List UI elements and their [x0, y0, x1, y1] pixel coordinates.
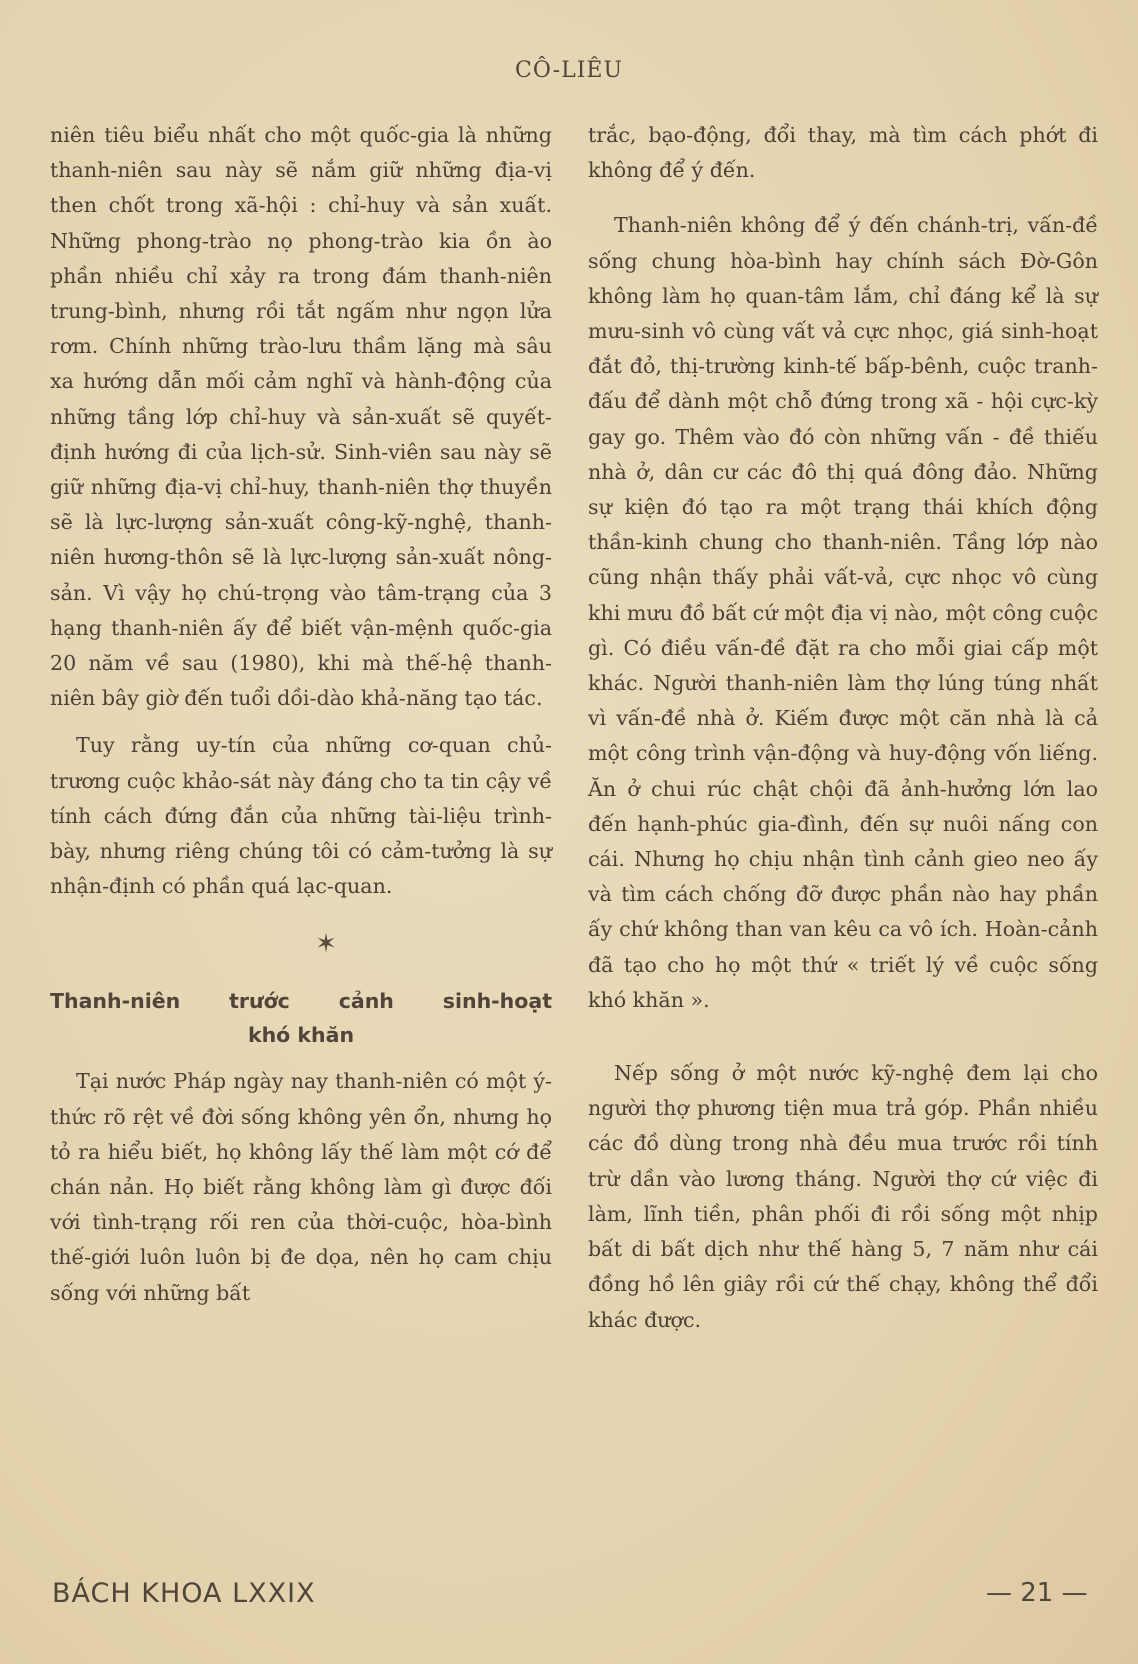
magazine-name: BÁCH KHOA LXXIX — [52, 1578, 316, 1609]
paragraph: trắc, bạo-động, đổi thay, mà tìm cách phớt đi không để ý đến. — [588, 123, 1098, 183]
paragraph: niên tiêu biểu nhất cho một quốc-gia là những thanh-niên sau này sẽ nắm giữ những địa-vị then chốt trong xã-hội : chỉ-huy và sản xuất. Những phong-trào nọ phong-trào kia ồn ào phần nhiều chỉ xảy ra trong đám thanh-niên trung-bình, nhưng rồi tắt ngấm như ngọn lửa rơm. Chính những trào-lưu thầm lặng mà sâu xa hướng dẫn mối cảm nghĩ và hành-động của những tầng lớp chỉ-huy và sản-xuất sẽ quyết-định hướng đi của lịch-sử. Sinh-viên sau này sẽ giữ những địa-vị chỉ-huy, thanh-niên thợ thuyền sẽ là lực-lượng sản-xuất công-kỹ-nghệ, thanh-niên hương-thôn sẽ là lực-lượng sản-xuất nông-sản. Vì vậy họ chú-trọng vào tâm-trạng của 3 hạng thanh-niên ấy để biết vận-mệnh quốc-gia 20 năm về sau (1980), khi mà thế-hệ thanh-niên bây giờ đến tuổi dồi-dào khả-năng tạo tác. — [50, 123, 552, 711]
asterism-ornament: ✶ — [315, 929, 337, 960]
left-column — [50, 118, 552, 1311]
paragraph: Nếp sống ở một nước kỹ-nghệ đem lại cho người thợ phương tiện mua trả góp. Phần nhiều các đồ dùng trong nhà đều mua trước rồi tính trừ dần vào lương tháng. Người thợ cứ việc đi làm, lĩnh tiền, phân phối đi rồi sống một nhịp bất di bất dịch như thế hàng 5, 7 năm như cái đồng hồ lên giây rồi cứ thế chạy, không thể đổi khác được. — [588, 1061, 1098, 1332]
paragraph: Thanh-niên không để ý đến chánh-trị, vấn-đề sống chung hòa-bình hay chính sách Đờ-Gôn không làm họ quan-tâm lắm, chỉ đáng kể là sự mưu-sinh vô cùng vất vả cực nhọc, giá sinh-hoạt đắt đỏ, thị-trường kinh-tế bấp-bênh, cuộc tranh-đấu để dành một chỗ đứng trong xã - hội cực-kỳ gay go. Thêm vào đó còn những vấn - đề thiếu nhà ở, dân cư các đô thị quá đông đảo. Những sự kiện đó tạo ra một trạng thái khích động thần-kinh chung cho thanh-niên. Tầng lớp nào cũng nhận thấy phải vất-vả, cực nhọc vô cùng khi mưu đồ bất cứ một địa vị nào, một công cuộc gì. Có điều vấn-đề đặt ra cho mỗi giai cấp một khác. Người thanh-niên làm thợ lúng túng nhất vì vấn-đề nhà ở. Kiếm được một căn nhà là cả một công trình vận-động và huy-động vốn liếng. Ăn ở chui rúc chật chội đã ảnh-hưởng lớn lao đến hạnh-phúc gia-đình, đến sự nuôi nấng con cái. Nhưng họ chịu nhận tình cảnh gieo neo ấy và tìm cách chống đỡ được phần nào hay phần ấy chứ không than van kêu ca vô ích. Hoàn-cảnh đã tạo cho họ một thứ « triết lý về cuộc sống khó khăn ». — [588, 213, 1098, 1012]
paragraph: Tại nước Pháp ngày nay thanh-niên có một ý-thức rõ rệt về đời sống không yên ổn, nhưng họ tỏ ra hiểu biết, họ không lấy thế làm một cớ để chán nản. Họ biết rằng không làm gì được đối với tình-trạng rối ren của thời-cuộc, hòa-bình thế-giới luôn luôn bị đe dọa, nên họ cam chịu sống với những bất — [50, 1069, 552, 1305]
page-number: — 21 — — [986, 1578, 1088, 1608]
section-heading-line2: khó khăn — [247, 1023, 355, 1048]
right-column — [588, 118, 1098, 1338]
running-head: CÔ-LIÊU — [514, 58, 623, 83]
section-heading-line1: Thanh-niên trước cảnh sinh-hoạt — [50, 989, 552, 1014]
paragraph: Tuy rằng uy-tín của những cơ-quan chủ-trương cuộc khảo-sát này đáng cho ta tin cậy về tính cách đứng đắn của những tài-liệu trình-bày, nhưng riêng chúng tôi có cảm-tưởng là sự nhận-định có phần quá lạc-quan. — [50, 733, 552, 899]
